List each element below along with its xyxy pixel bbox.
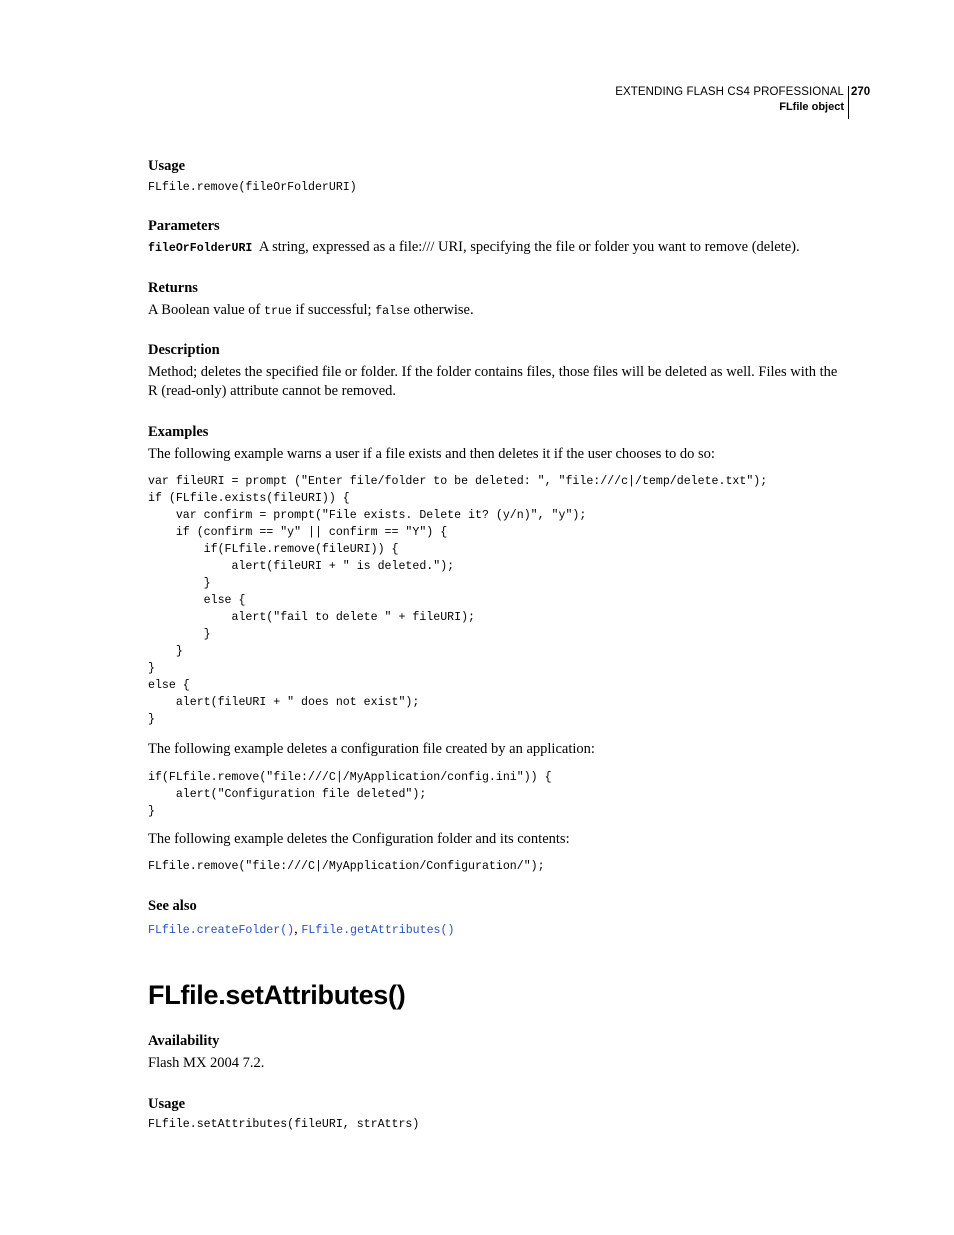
- link-getattributes[interactable]: FLfile.getAttributes(): [301, 924, 455, 937]
- parameter-name: fileOrFolderURI: [148, 242, 253, 255]
- returns-mid: if successful;: [295, 302, 372, 318]
- true-keyword: true: [263, 305, 292, 318]
- availability-heading: Availability: [148, 1033, 220, 1049]
- example-3-intro: The following example deletes the Configuration folder and its contents:: [148, 831, 570, 847]
- description-line-1: Method; deletes the specified file or folder. If the folder contains files, those files will be deleted as well. Files with the: [148, 364, 838, 380]
- usage-code: FLfile.remove(fileOrFolderURI): [148, 181, 357, 194]
- running-header: [615, 86, 844, 113]
- example-2-code: if(FLfile.remove("file:///C|/MyApplication/config.ini")) { alert("Configuration file deleted"); }: [148, 771, 552, 818]
- parameters-heading: Parameters: [148, 218, 220, 234]
- returns-heading: Returns: [148, 280, 198, 296]
- usage-code-2: FLfile.setAttributes(fileURI, strAttrs): [148, 1118, 420, 1131]
- see-also-links: [148, 920, 454, 940]
- see-also-separator: ,: [294, 921, 298, 937]
- returns-pre: A Boolean value of: [148, 302, 261, 318]
- description-heading: Description: [148, 342, 220, 358]
- returns-text: [148, 301, 474, 321]
- example-3-code: FLfile.remove("file:///C|/MyApplication/Configuration/");: [148, 860, 545, 873]
- parameter-row: [148, 238, 800, 258]
- running-header-title: EXTENDING FLASH CS4 PROFESSIONAL: [615, 86, 844, 98]
- returns-post: otherwise.: [413, 302, 474, 318]
- see-also-heading: See also: [148, 898, 197, 914]
- page-number: 270: [851, 86, 871, 98]
- header-rule: [848, 86, 849, 119]
- example-2-intro: The following example deletes a configuration file created by an application:: [148, 741, 595, 757]
- false-keyword: false: [375, 305, 410, 318]
- link-createfolder[interactable]: FLfile.createFolder(): [148, 924, 295, 937]
- section-title: FLfile.setAttributes(): [148, 980, 406, 1010]
- usage-heading: Usage: [148, 158, 186, 174]
- example-1-code: var fileURI = prompt ("Enter file/folder to be deleted: ", "file:///c|/temp/delete.txt"); if (FLfile.exists(fileURI)) { var confirm = prompt("File exists. Delete it? (y/n)", "y"); if (confirm == "y" || confirm == "Y") { if(FLfile.remove(fileURI)) { alert(fileURI + " is deleted."); } else { alert("fail to delete " + fileURI); } } } else { alert(fileURI + " does not exist"); }: [148, 475, 768, 726]
- running-header-section: FLfile object: [779, 101, 844, 113]
- examples-heading: Examples: [148, 424, 209, 440]
- usage-heading-2: Usage: [148, 1096, 186, 1112]
- description-line-2: R (read-only) attribute cannot be removed.: [148, 383, 397, 399]
- availability-text: Flash MX 2004 7.2.: [148, 1055, 265, 1071]
- example-1-intro: The following example warns a user if a file exists and then deletes it if the user chooses to do so:: [148, 446, 715, 462]
- parameter-description: A string, expressed as a file:/// URI, specifying the file or folder you want to remove (delete).: [258, 239, 800, 255]
